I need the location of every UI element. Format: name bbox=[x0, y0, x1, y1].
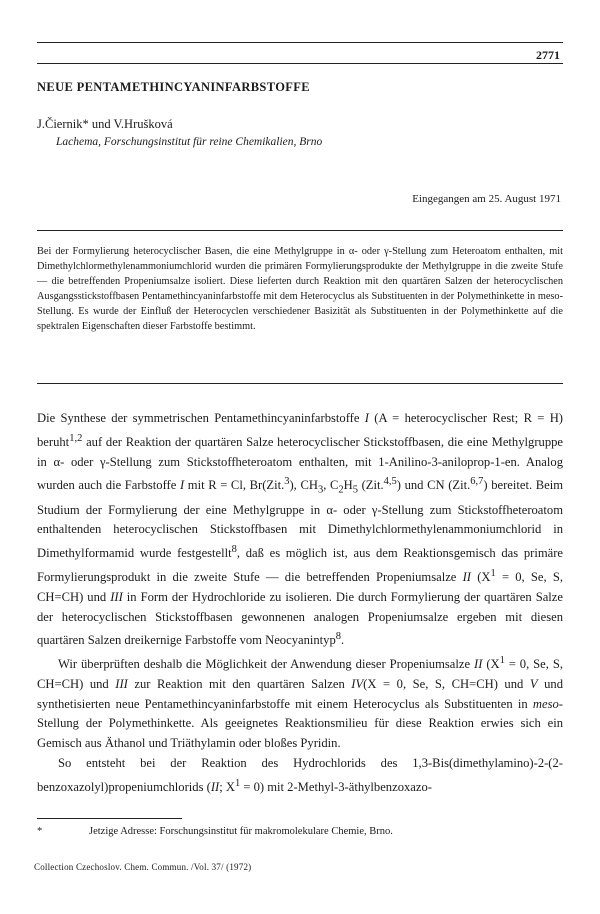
abstract: Bei der Formylierung heterocyclischer Basen, die eine Methylgruppe in α- oder γ-Stellung zum Heteroatom enthalten, mit Dimethylchlormethylenammoniumchlorid wurden die primären Formylierungsprodukte der Methylgruppe in die zweite Stufe — die betreffenden Propeniumsalze isoliert. Diese lieferten durch Reaktion mit den quartären Salzen der heterocyclischen Ausgangsstickstoffbasen Pentamethincyaninfarbstoffe mit dem Heterocyclus als Substituenten in der Polymethinkette in meso-Stellung. Es wurde der Einfluß der Heterocyclen verschiedener Basizität als Substituenten in der Polymethinkette auf die spektralen Eigenschaften dieser Farbstoffe bestimmt. bbox=[37, 246, 563, 332]
body-paragraph-2: Wir überprüften deshalb die Möglichkeit der Anwendung dieser Propeniumsalze II ($X^1 = 0$, Se, S, CH=CH) und III zur Reaktion mit den quartären Salzen IV(X = 0, Se, S, CH=CH) und V und synthetisierten neue Pentamethincyaninfarbstoffe mit einem Heterocyclus als Substituenten in meso-Stellung der Polymethinkette. Als geeignetes Reaktionsmilieu für diese Reaktion erwies sich ein Gemisch aus Äthanol und Triäthylamin oder bloßes Pyridin. bbox=[37, 655, 563, 751]
top-rule bbox=[37, 42, 563, 43]
article-title: NEUE PENTAMETHINCYANINFARBSTOFFE bbox=[37, 80, 310, 94]
institution: Lachema, Forschungsinstitut für reine Chemikalien, Brno bbox=[56, 136, 323, 148]
author-conjunction: und bbox=[88, 117, 114, 131]
footnote-marker: * bbox=[37, 826, 43, 837]
author-second: V.Hrušková bbox=[113, 117, 173, 131]
authors bbox=[37, 117, 173, 132]
article-body bbox=[37, 409, 563, 797]
page-number: 2771 bbox=[536, 48, 560, 62]
abstract-bottom-rule bbox=[37, 383, 563, 384]
body-paragraph-3: So entsteht bei der Reaktion des Hydrochlorids des 1,3-Bis(dimethylamino)-2-(2-benzoxazolyl)propeniumchlorids (II; $X^1 = 0$) mit 2-Methyl-3-äthylbenzoxazo- bbox=[37, 755, 563, 794]
footnote-text: Jetzige Adresse: Forschungsinstitut für makromolekulare Chemie, Brno. bbox=[89, 826, 393, 837]
page-number-rule bbox=[37, 63, 563, 64]
abstract-top-rule bbox=[37, 230, 563, 231]
journal-reference: Collection Czechoslov. Chem. Commun. /Vol. 37/ (1972) bbox=[34, 862, 252, 872]
received-date: Eingegangen am 25. August 1971 bbox=[412, 193, 561, 205]
author-first: J.Čiernik bbox=[37, 117, 83, 131]
author-asterisk: * bbox=[82, 117, 89, 131]
footnote bbox=[37, 826, 563, 837]
body-paragraph-1: Die Synthese der symmetrischen Pentamethincyaninfarbstoffe I (A = heterocyclischer Rest; R = H) beruht$^{1,2}$ auf der Reaktion der quartären Salze heterocyclischer Stickstoffbasen, die eine Methylgruppe in α- oder γ-Stellung zum Stickstoffheteroatom enthalten, mit 1-Anilino-3-aniloprop-1-en. Analog wurden auch die Farbstoffe I mit R = Cl, Br(Zit.$^3$), $CH_3$, $C_2H_5$ (Zit.$^{4,5}$) und CN (Zit.$^{6,7}$) bereitet. Beim Studium der Formylierung der eine Methylgruppe in α- oder γ-Stellung zum Stickstoffheteroatom enthaltenden heterocyclischen Stickstoffbasen mit Dimethylchlormethylenammoniumchlorid in Dimethylformamid wurde festgestellt$^8$, daß es möglich ist, aus dem Reaktionsgemisch das primäre Formylierungsprodukt in die zweite Stufe — die betreffenden Propeniumsalze II ($X^1 = 0$, Se, S, CH=CH) und III in Form der Hydrochloride zu isolieren. Die durch Formylierung der quartären Salze der heterocyclischen Stickstoffbasen gewonnenen analogen Propeniumsalze ergeben mit diesen quartären Salzen dreikernige Farbstoffe vom Neocyanintyp$^8$. bbox=[37, 411, 564, 648]
footnote-rule bbox=[37, 818, 182, 819]
